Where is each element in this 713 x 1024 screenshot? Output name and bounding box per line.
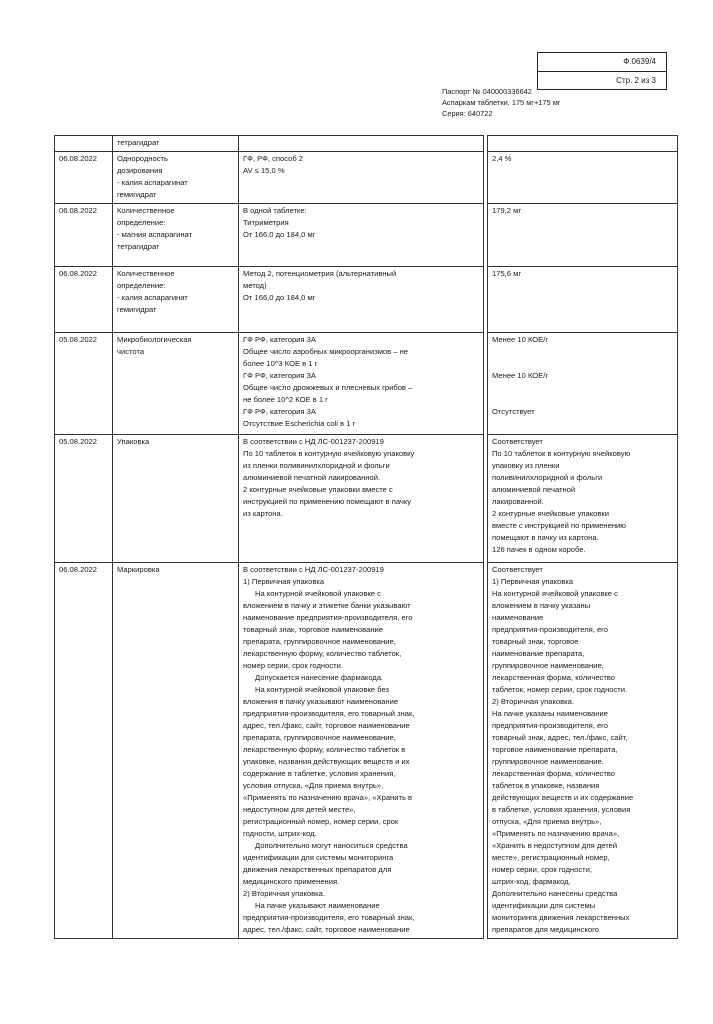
result-cell: Менее 10 КОЕ/г Менее 10 КОЕ/г Отсутствует [488,333,678,435]
passport-number: Паспорт № 040000336642 [442,87,532,96]
indicator-cell: Однородность дозирования - калия аспарагинат гемигидрат [113,152,239,204]
table-row [55,333,678,435]
result-cell [488,136,678,152]
form-code-box [537,52,667,90]
date-cell: 06.08.2022 [55,267,113,333]
result-cell: 179,2 мг [488,204,678,267]
date-cell: 06.08.2022 [55,204,113,267]
result-cell: 175,6 мг [488,267,678,333]
table-row [55,136,678,152]
table-row [55,435,678,563]
analysis-table [54,135,678,939]
date-cell: 05.08.2022 [55,435,113,563]
table-row [55,563,678,939]
table-row [55,152,678,204]
page-number: Стр. 2 из 3 [616,76,656,85]
norm-cell: Метод 2, потенциометрия (альтернативный метод) От 166,0 до 184,0 мг [239,267,484,333]
norm-cell: ГФ РФ, категория 3А Общее число аэробных микроорганизмов – не более 10^3 КОЕ в 1 г ГФ РФ, категория 3А Общее число дрожжевых и плесневых грибов – не более 10^2 КОЕ в 1 г ГФ РФ, категория 3А Отсутствие Escherichia coli в 1 г [239,333,484,435]
norm-cell: В одной таблетке: Титриметрия От 166,0 до 184,0 мг [239,204,484,267]
indicator-cell: тетрагидрат [113,136,239,152]
passport-header [442,86,642,119]
indicator-cell: Микробиологическая чистота [113,333,239,435]
table-row [55,204,678,267]
indicator-cell: Количественное определение: - магния аспарагинат тетрагидрат [113,204,239,267]
date-cell [55,136,113,152]
date-cell: 06.08.2022 [55,563,113,939]
norm-cell: В соответствии с НД ЛС-001237-200919 По 10 таблеток в контурную ячейковую упаковку из пленки поливинилхлоридной и фольги алюминиевой печатной лакированной. 2 контурные ячейковые упаковки вместе с инструкцией по применению помещают в пачку из картона. [239,435,484,563]
table-row [55,267,678,333]
result-cell: Соответствует По 10 таблеток в контурную ячейковую упаковку из пленки поливинилхлоридной и фольги алюминиевой печатной лакированной. 2 контурные ячейковые упаковки вместе с инструкцией по применению помещают в пачку из картона. 126 пачек в одном коробе. [488,435,678,563]
form-code: Ф.0639/4 [538,53,666,72]
indicator-cell: Упаковка [113,435,239,563]
date-cell: 05.08.2022 [55,333,113,435]
series-number: Серия: 640722 [442,109,493,118]
norm-cell: В соответствии с НД ЛС-001237-200919 1) Первичная упаковка На контурной ячейковой упаковке с вложением в пачку и этикетке банки указывают наименование предприятия-производителя, его товарный знак, торговое наименование препарата, группировочное наименование, лекарственную форму, количество таблеток, номер серии, срок годности. Допускается нанесение фармакода. На контурной ячейковой упаковке без вложения в пачку указывают наименование предприятия-производителя, его товарный знак, адрес, тел./факс, сайт, торговое наименование препарата, группировочное наименование, лекарственную форму, количество таблеток в упаковке, названия действующих веществ и их содержание в таблетке, условия хранения, условия отпуска, «Для приема внутрь», «Применять по назначению врача», «Хранить в недоступном для детей месте», регистрационный номер, номер серии, срок годности, штрих-код. Дополнительно могут наноситься средства идентификации для системы мониторинга движения лекарственных препаратов для медицинского применения. 2) Вторичная упаковка. На пачке указывают наименование предприятия-производителя, его товарный знак, адрес, тел./факс, сайт, торговое наименование [239,563,484,939]
product-name: Аспаркам таблетки, 175 мг+175 мг [442,98,561,107]
result-cell: Соответствует 1) Первичная упаковка На контурной ячейковой упаковке с вложением в пачку указаны наименование предприятия-производителя, его товарный знак, торговое наименование препарата, группировочное наименование, лекарственная форма, количество таблеток, номер серии, срок годности. 2) Вторичная упаковка. На пачке указаны наименование предприятия-производителя, его товарный знак, адрес, тел./факс, сайт, торговое наименование препарата, группировочное наименование. лекарственная форма, количество таблеток в упаковке, названия действующих веществ и их содержание в таблетке, условия хранения, условия отпуска, «Для приема внутрь», «Применять по назначению врача», «Хранить в недоступном для детей месте», регистрационный номер, номер серии, срок годности, штрих-код, фармакод. Дополнительно нанесены средства идентификации для системы мониторинга движения лекарственных препаратов для медицинского [488,563,678,939]
indicator-cell: Маркировка [113,563,239,939]
date-cell: 06.08.2022 [55,152,113,204]
result-cell: 2,4 % [488,152,678,204]
indicator-cell: Количественное определение: - калия аспарагинат гемигидрат [113,267,239,333]
norm-cell [239,136,484,152]
norm-cell: ГФ, РФ, способ 2 AV ≤ 15,0 % [239,152,484,204]
